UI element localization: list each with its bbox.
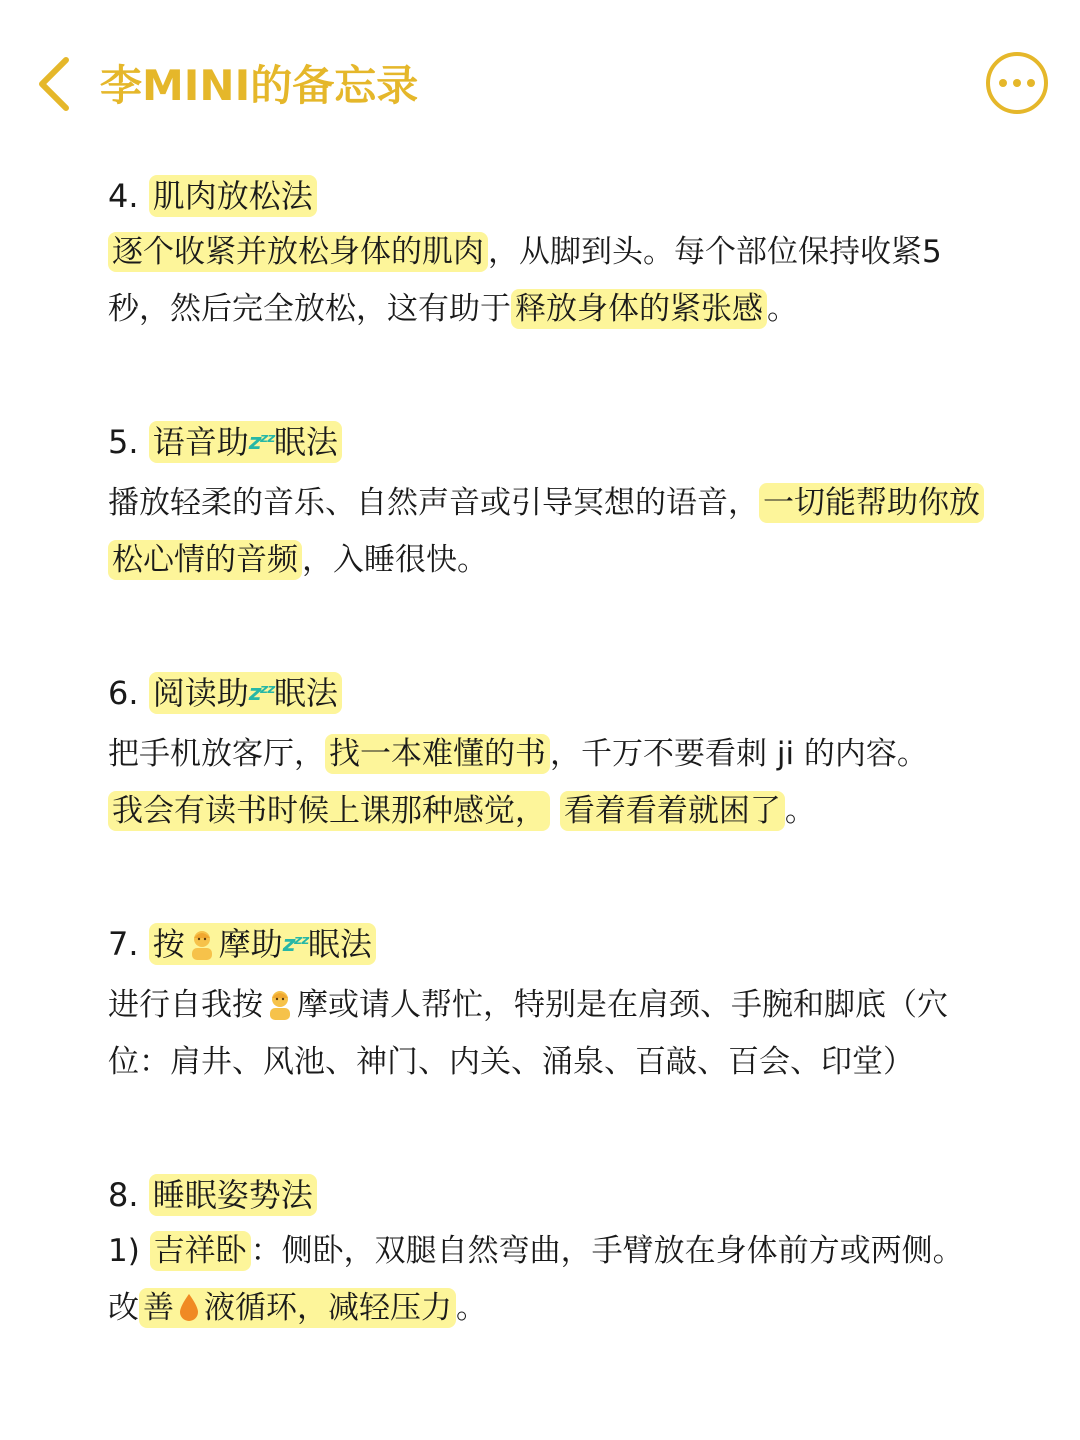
body-text: 进行自我按 — [108, 987, 263, 1023]
highlighted-text — [139, 1288, 456, 1328]
title-part: 阅读助 — [152, 674, 249, 712]
title-part: 眠法 — [307, 925, 372, 963]
section-heading — [108, 1167, 988, 1223]
section-heading — [108, 916, 988, 977]
body-text: 。 — [784, 793, 816, 829]
more-dot — [1027, 79, 1035, 87]
section-heading — [108, 665, 988, 726]
body-text: 1) — [108, 1233, 150, 1269]
section-paragraph — [108, 783, 988, 840]
page-title: 李MINI的备忘录 — [100, 61, 419, 110]
section-paragraph — [108, 1280, 988, 1337]
highlighted-text: 一切能帮助你放松心情的音频 — [108, 483, 984, 580]
person-massage-icon — [187, 928, 217, 960]
body-text: 播放轻柔的音乐、自然声音或引导冥想的语音， — [108, 485, 759, 521]
body-text: ，入睡很快。 — [302, 542, 488, 578]
title-part: 眠法 — [273, 674, 338, 712]
section-number: 6. — [108, 674, 139, 712]
section-muscle-relaxation — [108, 168, 988, 338]
note-body — [108, 168, 988, 1413]
highlighted-text: 看着看着就困了 — [560, 791, 785, 831]
section-title: 睡眠姿势法 — [149, 1174, 317, 1216]
section-sleep-posture — [108, 1167, 988, 1337]
section-paragraph — [108, 1223, 988, 1280]
body-text: 把手机放客厅， — [108, 736, 325, 772]
body-text: ，从脚到头。每个部位保持收紧5秒，然后完全放松，这有助于 — [108, 234, 942, 327]
section-title — [149, 421, 342, 463]
chevron-left-icon — [30, 52, 86, 116]
highlighted-text: 吉祥卧 — [150, 1231, 251, 1271]
back-button[interactable] — [30, 52, 86, 116]
section-paragraph — [108, 224, 988, 338]
title-part: 语音助 — [152, 423, 249, 461]
title-part: 眠法 — [273, 423, 338, 461]
section-reading-sleep — [108, 665, 988, 840]
section-number: 8. — [108, 1176, 139, 1214]
title-part: 摩助 — [218, 925, 283, 963]
section-massage-sleep — [108, 916, 988, 1091]
section-heading — [108, 168, 988, 224]
section-number: 4. — [108, 177, 139, 215]
section-title: 肌肉放松法 — [149, 175, 317, 217]
section-title — [149, 672, 342, 714]
section-paragraph — [108, 977, 988, 1091]
body-text: 。 — [767, 291, 798, 327]
section-paragraph — [108, 475, 988, 589]
highlighted-text: 逐个收紧并放松身体的肌肉 — [108, 232, 488, 272]
section-title — [149, 923, 376, 965]
section-audio-sleep — [108, 414, 988, 589]
more-button[interactable] — [986, 52, 1048, 114]
zzz-sleep-icon: zᶻᶻ — [248, 681, 274, 706]
body-text: 。 — [456, 1290, 487, 1326]
body-text: 改 — [108, 1290, 139, 1326]
highlighted-text: 找一本难懂的书 — [325, 734, 550, 774]
person-massage-icon — [265, 988, 295, 1020]
body-text: ：侧卧，双腿自然弯曲，手臂放在身体前方或两侧。 — [250, 1233, 964, 1269]
highlight-part: 液循环，减轻压力 — [204, 1290, 452, 1326]
section-number: 5. — [108, 423, 139, 461]
body-text: ，千万不要看刺 ji 的内容。 — [550, 736, 928, 772]
section-heading — [108, 414, 988, 475]
section-paragraph — [108, 726, 988, 783]
section-number: 7. — [108, 925, 139, 963]
zzz-sleep-icon: zᶻᶻ — [282, 932, 308, 957]
blood-drop-icon — [177, 1292, 201, 1322]
body-text: 摩或请人帮忙，特别是在肩颈、手腕和脚底（穴位：肩井、风池、神门、内关、涌泉、百敲、百会、印堂） — [108, 987, 948, 1080]
highlighted-text: 我会有读书时候上课那种感觉， — [108, 791, 550, 831]
highlighted-text: 释放身体的紧张感 — [511, 289, 767, 329]
zzz-sleep-icon: zᶻᶻ — [248, 430, 274, 455]
nav-bar — [0, 0, 1080, 170]
title-part: 按 — [152, 925, 185, 963]
more-horizontal-icon — [999, 79, 1007, 87]
highlight-part: 善 — [143, 1290, 174, 1326]
more-dot — [1013, 79, 1021, 87]
